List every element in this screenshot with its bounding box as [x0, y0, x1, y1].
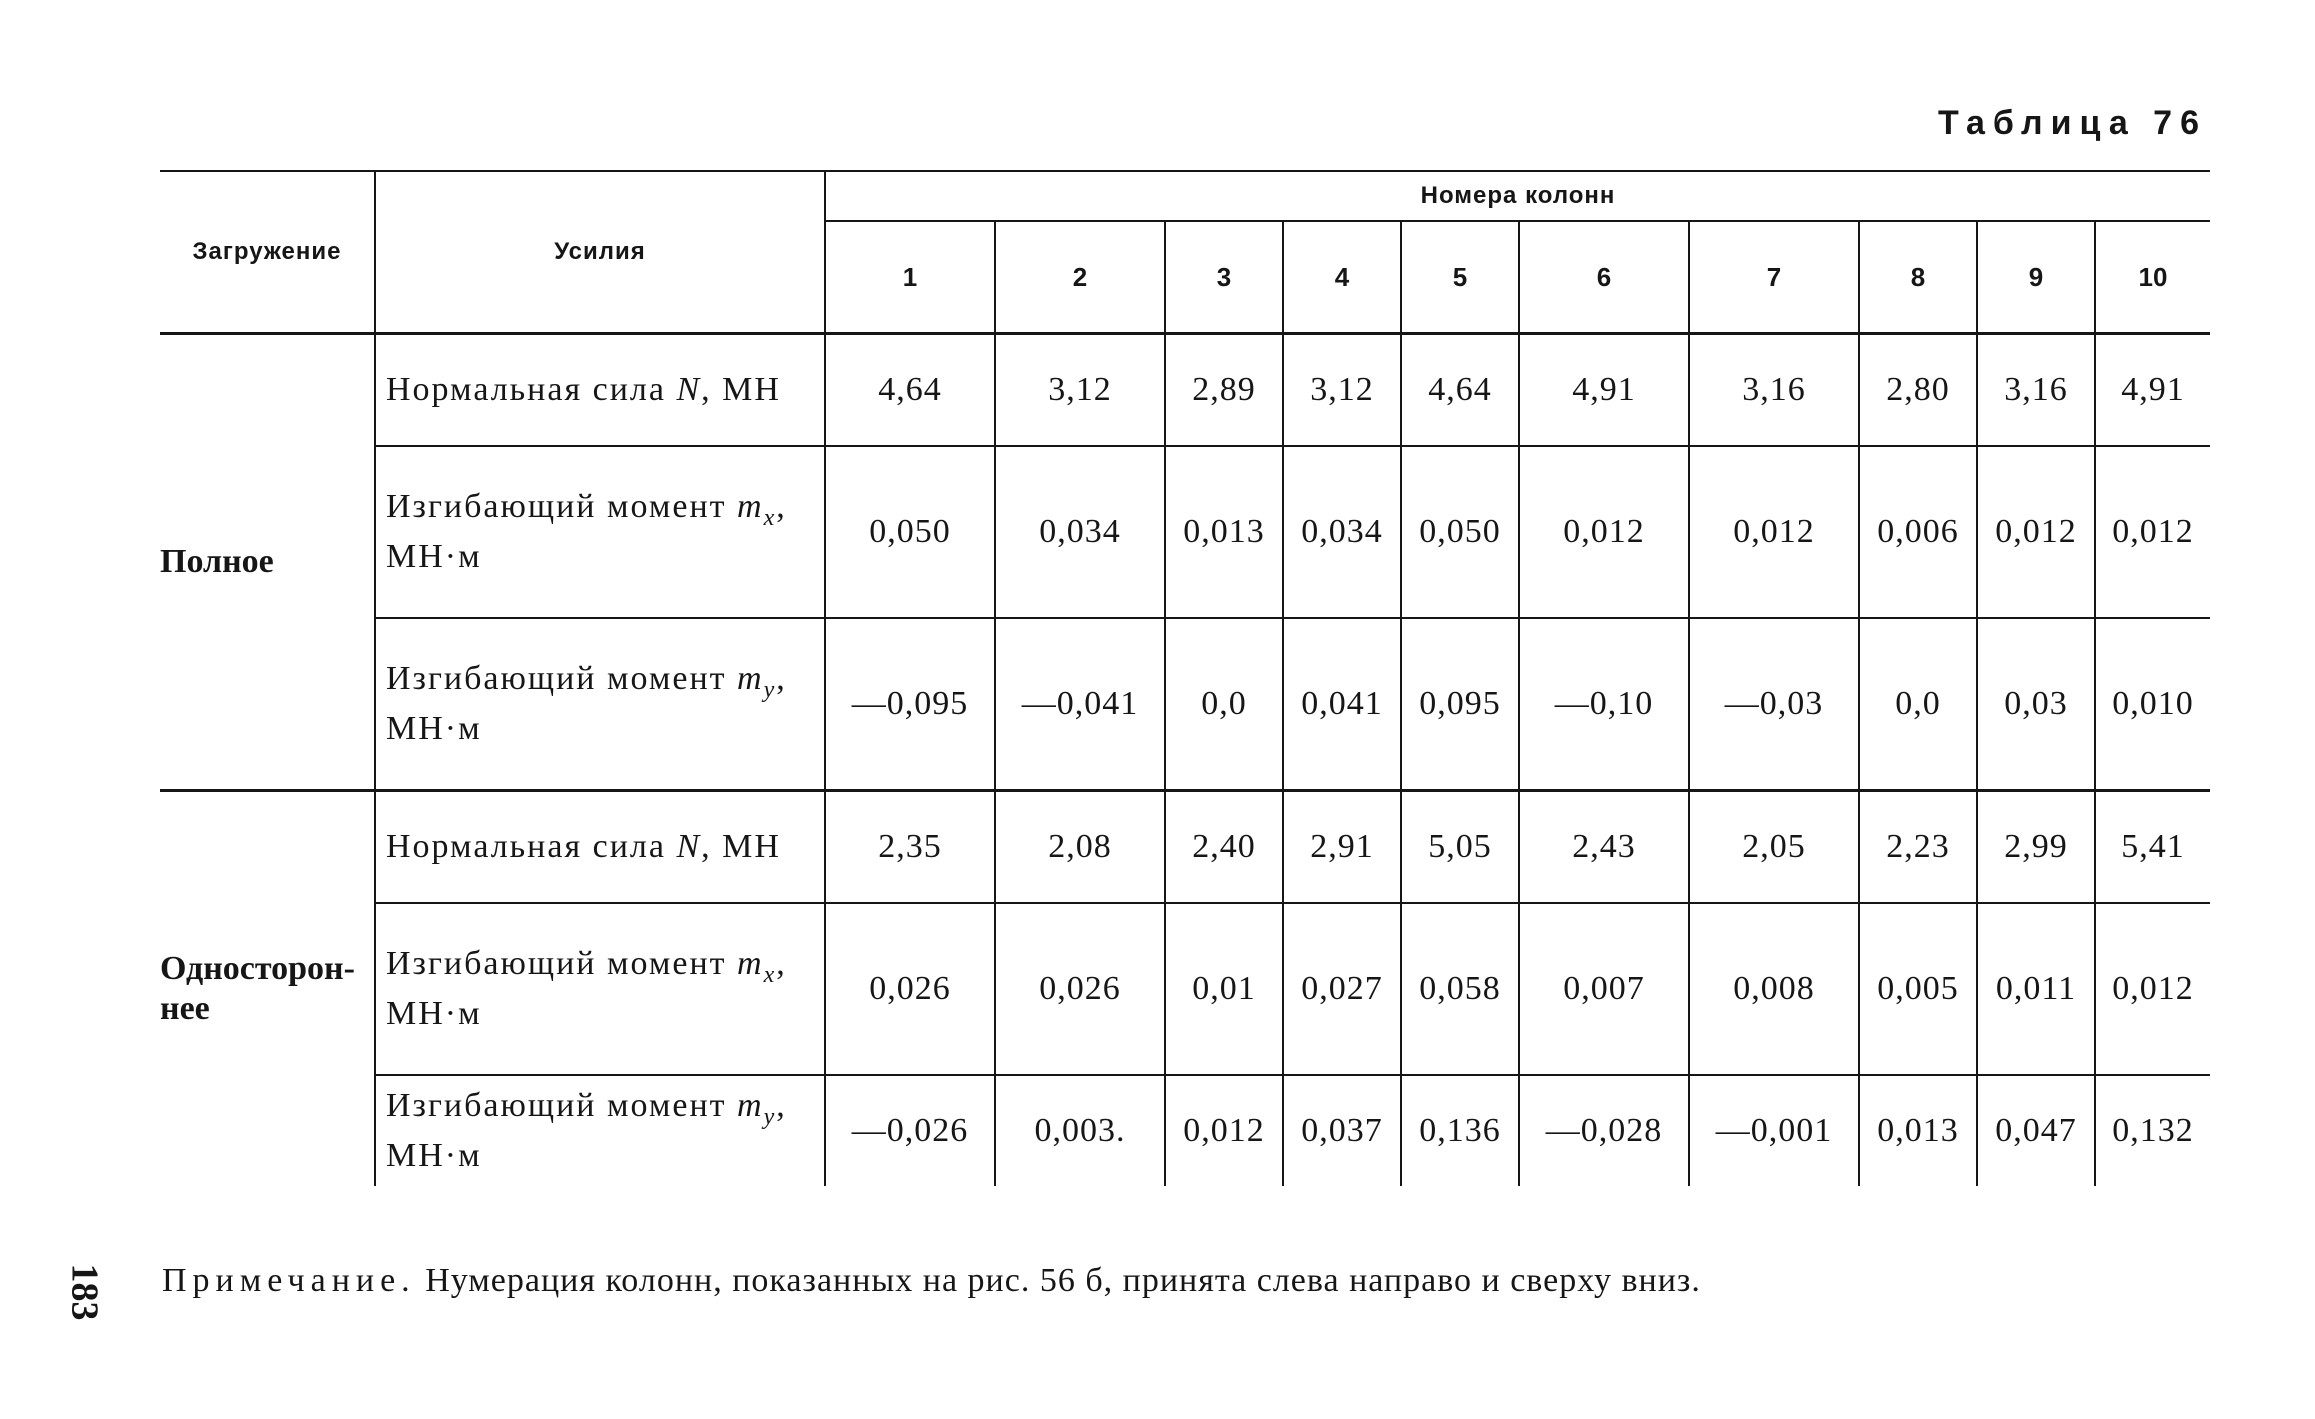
table-body [160, 334, 2210, 1187]
force-unit: , МН [701, 371, 781, 408]
loading-label-line: нее [160, 990, 210, 1027]
force-symbol: $m_y$ [737, 659, 777, 703]
header-column-number: 8 [1859, 221, 1977, 334]
value-cell: 2,40 [1165, 791, 1283, 904]
value-cell: 0,026 [825, 903, 995, 1075]
value-cell: 0,027 [1283, 903, 1401, 1075]
value-cell: 2,08 [995, 791, 1165, 904]
value-cell: 0,013 [1165, 446, 1283, 618]
value-cell: 2,43 [1519, 791, 1689, 904]
value-cell: 0,034 [1283, 446, 1401, 618]
value-cell: 2,99 [1977, 791, 2095, 904]
header-column-number: 6 [1519, 221, 1689, 334]
force-unit: , МН·м [386, 944, 787, 1033]
force-name: Изгибающий момент [386, 487, 738, 525]
value-cell: 0,012 [1165, 1075, 1283, 1186]
loading-cell: Полное [160, 334, 375, 791]
force-symbol: $m_x$ [737, 944, 777, 988]
value-cell: 0,047 [1977, 1075, 2095, 1186]
force-label [375, 334, 825, 447]
force-symbol: N [676, 371, 702, 408]
force-name: Изгибающий момент [386, 1086, 738, 1124]
header-column-number: 7 [1689, 221, 1859, 334]
value-cell: 0,132 [2095, 1075, 2210, 1186]
value-cell: 0,012 [1689, 446, 1859, 618]
table-caption: Таблица 76 [1938, 104, 2207, 142]
table-row [160, 791, 2210, 904]
header-column-number: 10 [2095, 221, 2210, 334]
value-cell: 0,012 [2095, 446, 2210, 618]
loading-cell [160, 791, 375, 1187]
note-text: Нумерация колонн, показанных на рис. 56 б, принята слева направо и сверху вниз. [415, 1262, 1701, 1299]
header-loading: Загружение [160, 171, 375, 334]
value-cell: 3,12 [995, 334, 1165, 447]
header-column-number: 3 [1165, 221, 1283, 334]
page-number: 183 [63, 1263, 106, 1321]
value-cell: 2,91 [1283, 791, 1401, 904]
value-cell: 0,0 [1859, 618, 1977, 791]
force-symbol: $m_x$ [737, 487, 777, 531]
value-cell: 2,89 [1165, 334, 1283, 447]
value-cell: 0,011 [1977, 903, 2095, 1075]
value-cell: 2,05 [1689, 791, 1859, 904]
header-column-number: 9 [1977, 221, 2095, 334]
value-cell: 3,12 [1283, 334, 1401, 447]
value-cell: 0,01 [1165, 903, 1283, 1075]
value-cell: 0,010 [2095, 618, 2210, 791]
force-name: Изгибающий момент [386, 659, 738, 697]
table-row [160, 334, 2210, 447]
value-cell: —0,041 [995, 618, 1165, 791]
value-cell: 3,16 [1689, 334, 1859, 447]
value-cell: 0,050 [1401, 446, 1519, 618]
table-row [160, 618, 2210, 791]
value-cell: 4,64 [1401, 334, 1519, 447]
table-note [162, 1262, 1701, 1300]
value-cell: 5,05 [1401, 791, 1519, 904]
value-cell: —0,001 [1689, 1075, 1859, 1186]
value-cell: 0,026 [995, 903, 1165, 1075]
table-row [160, 903, 2210, 1075]
force-symbol: $m_y$ [737, 1086, 777, 1130]
value-cell: 0,03 [1977, 618, 2095, 791]
value-cell: 0,012 [2095, 903, 2210, 1075]
value-cell: 0,013 [1859, 1075, 1977, 1186]
value-cell: 0,0 [1165, 618, 1283, 791]
force-unit: , МН·м [386, 487, 787, 576]
value-cell: 4,64 [825, 334, 995, 447]
force-unit: , МН [701, 828, 781, 865]
value-cell: 0,050 [825, 446, 995, 618]
value-cell: 0,008 [1689, 903, 1859, 1075]
value-cell: —0,03 [1689, 618, 1859, 791]
loading-label-line: Односторон- [160, 950, 355, 987]
header-column-number: 2 [995, 221, 1165, 334]
value-cell: 4,91 [2095, 334, 2210, 447]
header-columns-group: Номера колонн [825, 171, 2210, 221]
force-label [375, 618, 825, 791]
value-cell: 4,91 [1519, 334, 1689, 447]
value-cell: —0,028 [1519, 1075, 1689, 1186]
value-cell: 5,41 [2095, 791, 2210, 904]
value-cell: 0,012 [1519, 446, 1689, 618]
value-cell: 0,034 [995, 446, 1165, 618]
force-symbol: N [676, 828, 702, 865]
force-name: Нормальная сила [386, 828, 677, 865]
value-cell: 0,006 [1859, 446, 1977, 618]
force-label [375, 1075, 825, 1186]
value-cell: 0,005 [1859, 903, 1977, 1075]
header-forces: Усилия [375, 171, 825, 334]
value-cell: 3,16 [1977, 334, 2095, 447]
force-name: Нормальная сила [386, 371, 677, 408]
value-cell: 0,003. [995, 1075, 1165, 1186]
value-cell: 2,35 [825, 791, 995, 904]
value-cell: 0,012 [1977, 446, 2095, 618]
force-label [375, 791, 825, 904]
force-unit: , МН·м [386, 1086, 787, 1175]
value-cell: 0,095 [1401, 618, 1519, 791]
value-cell: —0,10 [1519, 618, 1689, 791]
table-row [160, 446, 2210, 618]
header-column-number: 4 [1283, 221, 1401, 334]
value-cell: —0,026 [825, 1075, 995, 1186]
data-table [160, 170, 2210, 1186]
value-cell: 0,041 [1283, 618, 1401, 791]
value-cell: 2,23 [1859, 791, 1977, 904]
value-cell: 0,136 [1401, 1075, 1519, 1186]
force-unit: , МН·м [386, 659, 787, 748]
force-label [375, 903, 825, 1075]
force-name: Изгибающий момент [386, 944, 738, 982]
value-cell: 0,007 [1519, 903, 1689, 1075]
table-row [160, 1075, 2210, 1186]
value-cell: 0,058 [1401, 903, 1519, 1075]
note-label: Примечание. [162, 1262, 416, 1299]
value-cell: 0,037 [1283, 1075, 1401, 1186]
force-label [375, 446, 825, 618]
header-column-number: 5 [1401, 221, 1519, 334]
header-column-number: 1 [825, 221, 995, 334]
value-cell: —0,095 [825, 618, 995, 791]
value-cell: 2,80 [1859, 334, 1977, 447]
